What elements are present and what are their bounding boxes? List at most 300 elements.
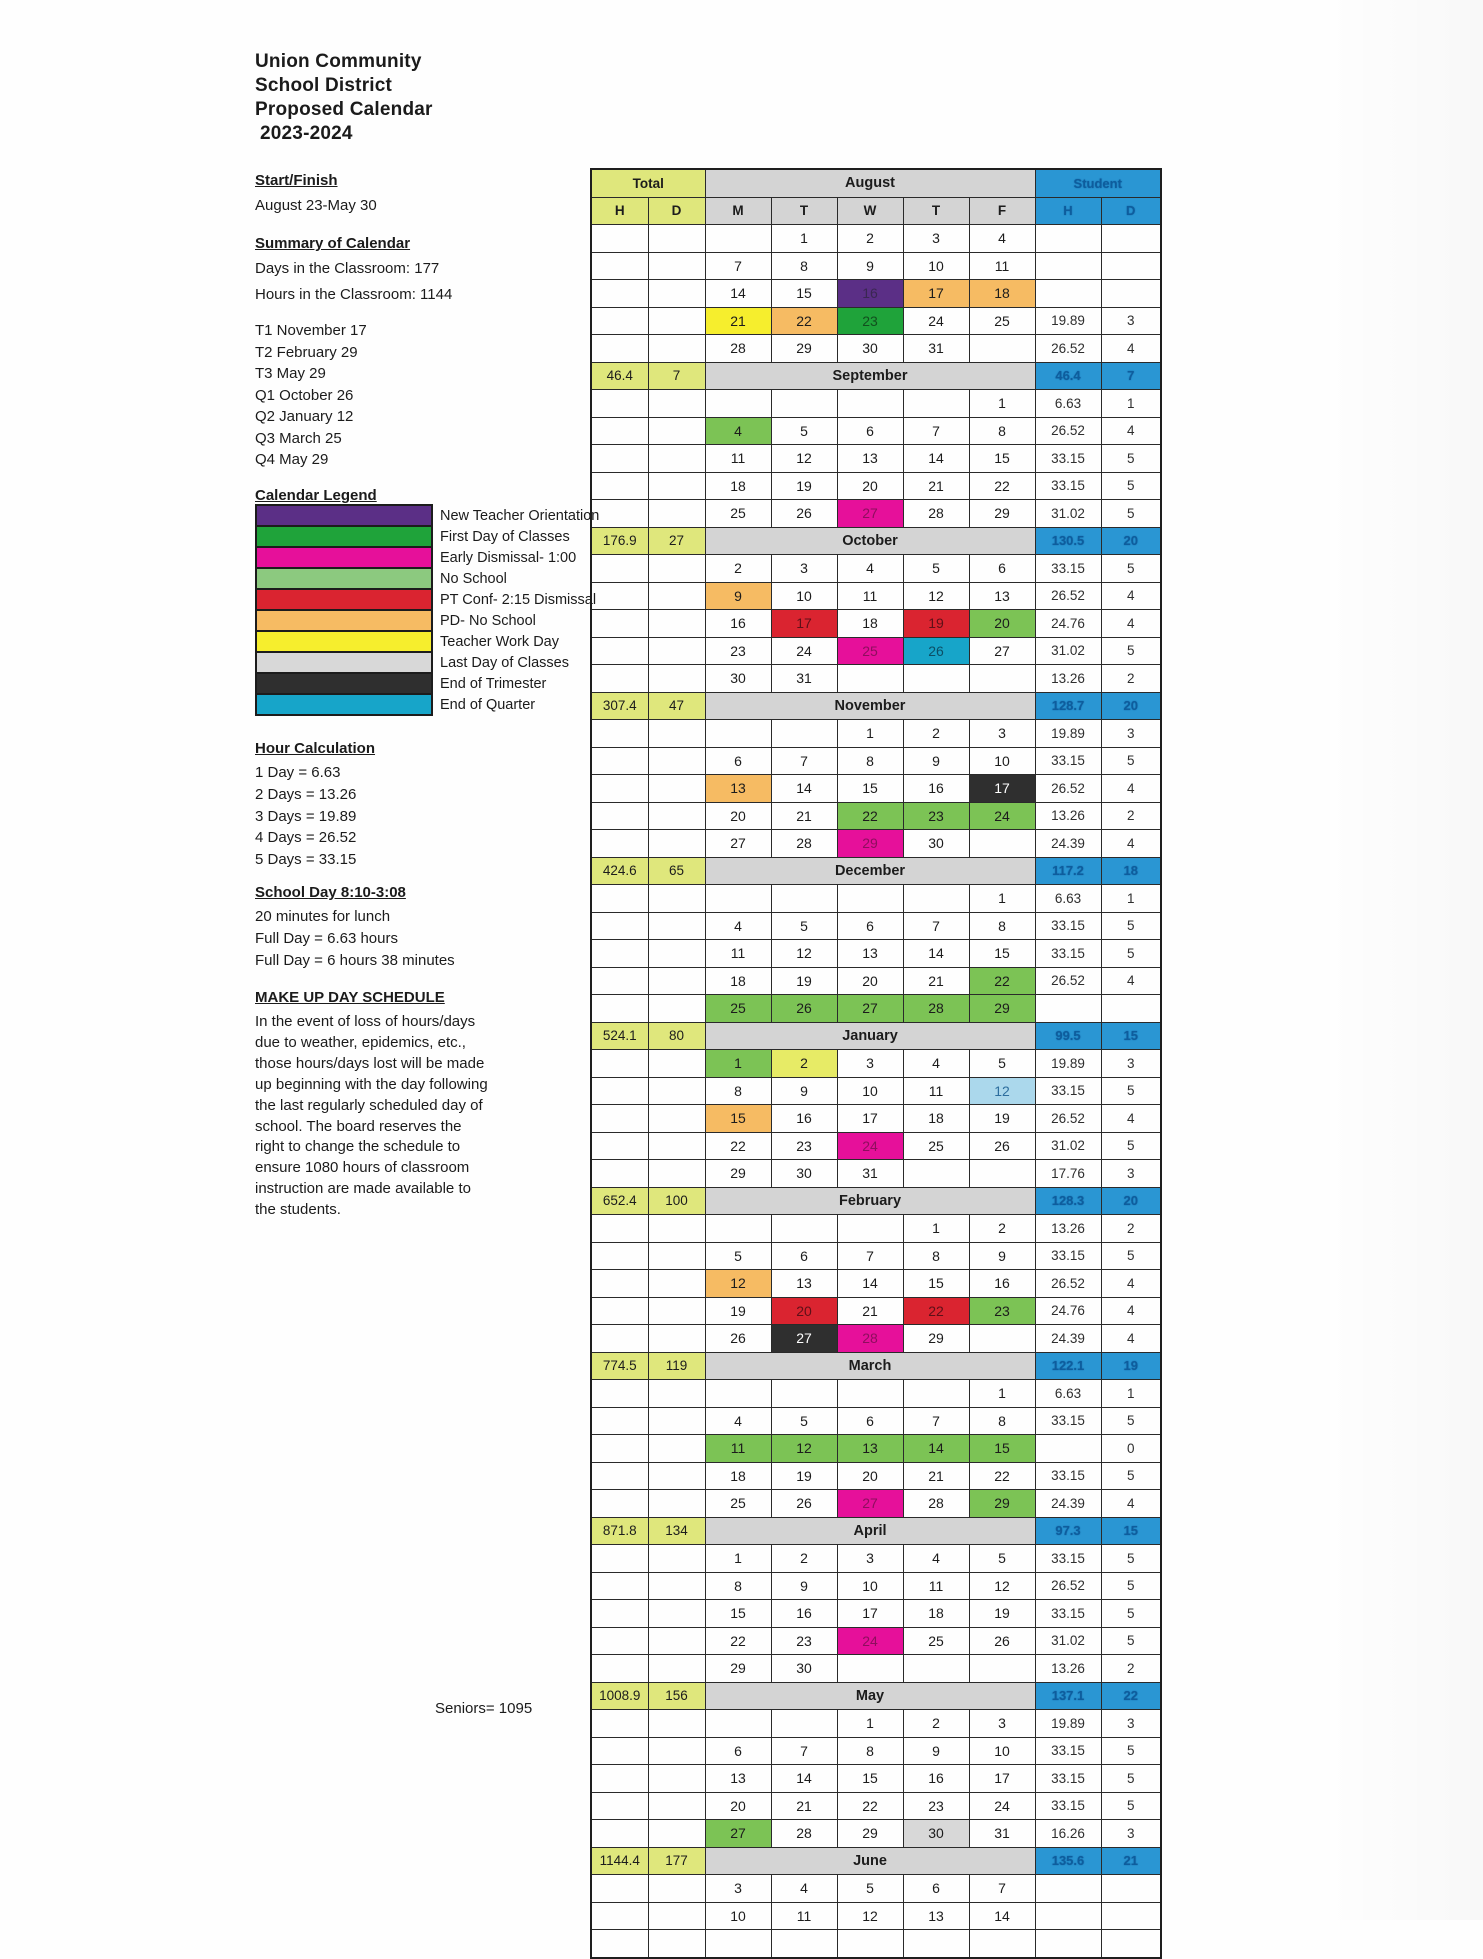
week-student-hours-cell: 6.63 (1035, 885, 1101, 913)
day-cell: 13 (837, 1435, 903, 1463)
day-cell: 23 (837, 307, 903, 335)
week-student-hours-cell: 26.52 (1035, 417, 1101, 445)
table-row (591, 1132, 1161, 1160)
total-days-cell (648, 1105, 705, 1133)
day-cell: 20 (837, 1462, 903, 1490)
day-cell: 25 (969, 307, 1035, 335)
title-line-3: Proposed Calendar (255, 99, 433, 120)
week-student-days-cell: 5 (1101, 555, 1161, 583)
month-total-hours-cell: 871.8 (591, 1517, 648, 1545)
day-cell: 14 (969, 1902, 1035, 1930)
day-cell: 1 (903, 1215, 969, 1243)
total-days-cell (648, 1572, 705, 1600)
start-finish-heading: Start/Finish (255, 172, 338, 189)
week-student-days-cell: 5 (1101, 1407, 1161, 1435)
day-cell (705, 1215, 771, 1243)
day-cell: 20 (837, 472, 903, 500)
total-days-cell (648, 1490, 705, 1518)
week-student-days-cell: 5 (1101, 1462, 1161, 1490)
total-days-cell (648, 665, 705, 693)
hour-calc-line: 1 Day = 6.63 (255, 764, 341, 781)
week-student-days-cell: 3 (1101, 1710, 1161, 1738)
day-cell: 27 (837, 995, 903, 1023)
day-cell (837, 885, 903, 913)
day-cell: 8 (837, 1737, 903, 1765)
day-cell: 17 (969, 775, 1035, 803)
day-cell: 2 (903, 1710, 969, 1738)
week-student-days-cell (1101, 1875, 1161, 1903)
table-row (591, 1765, 1161, 1793)
week-student-days-cell: 5 (1101, 1572, 1161, 1600)
legend-item (255, 569, 599, 590)
day-cell: 7 (969, 1875, 1035, 1903)
legend-item (255, 590, 599, 611)
total-hours-cell (591, 1050, 648, 1078)
summary-line: Hours in the Classroom: 1144 (255, 286, 453, 303)
table-row (591, 830, 1161, 858)
total-header: Total (591, 169, 705, 197)
table-row (591, 1847, 1161, 1875)
day-cell: 18 (969, 280, 1035, 308)
total-hours-cell (591, 1297, 648, 1325)
total-days-cell (648, 720, 705, 748)
legend-color-swatch (255, 609, 433, 632)
day-cell: 14 (903, 940, 969, 968)
legend-item (255, 527, 599, 548)
total-days-cell (648, 747, 705, 775)
term-line: Q4 May 29 (255, 451, 329, 468)
day-cell: 27 (969, 637, 1035, 665)
total-hours-cell (591, 1930, 648, 1958)
day-cell: 14 (903, 445, 969, 473)
week-student-hours-cell: 19.89 (1035, 1710, 1101, 1738)
day-cell: 16 (771, 1600, 837, 1628)
day-cell: 29 (705, 1655, 771, 1683)
total-hours-cell (591, 802, 648, 830)
day-cell: 4 (705, 1407, 771, 1435)
legend-item-label: End of Trimester (440, 676, 547, 692)
month-total-days-cell: 156 (648, 1682, 705, 1710)
total-days-cell (648, 1407, 705, 1435)
total-days-col-header: D (648, 197, 705, 225)
table-row (591, 1902, 1161, 1930)
day-cell: 10 (969, 1737, 1035, 1765)
week-student-days-cell: 2 (1101, 665, 1161, 693)
day-cell (705, 225, 771, 253)
legend-item (255, 695, 599, 716)
day-cell: 1 (969, 390, 1035, 418)
day-cell: 10 (705, 1902, 771, 1930)
total-days-cell (648, 1215, 705, 1243)
table-row (591, 1270, 1161, 1298)
day-cell (705, 720, 771, 748)
day-cell: 13 (771, 1270, 837, 1298)
total-hours-cell (591, 1792, 648, 1820)
day-cell: 30 (837, 335, 903, 363)
month-label-cell: March (705, 1352, 1035, 1380)
day-cell: 17 (837, 1105, 903, 1133)
day-cell: 8 (771, 252, 837, 280)
week-student-days-cell: 3 (1101, 1820, 1161, 1848)
day-cell: 16 (969, 1270, 1035, 1298)
month-header-august: August (705, 169, 1035, 197)
table-row (591, 280, 1161, 308)
day-cell: 9 (705, 582, 771, 610)
total-hours-cell (591, 912, 648, 940)
day-cell: 4 (903, 1050, 969, 1078)
day-cell: 3 (771, 555, 837, 583)
table-row (591, 1875, 1161, 1903)
day-cell: 11 (771, 1902, 837, 1930)
total-days-cell (648, 1930, 705, 1958)
legend-color-swatch (255, 588, 433, 611)
total-hours-cell (591, 830, 648, 858)
day-cell: 25 (837, 637, 903, 665)
week-student-days-cell: 4 (1101, 335, 1161, 363)
start-finish-value: August 23-May 30 (255, 197, 377, 214)
total-hours-cell (591, 995, 648, 1023)
table-row (591, 1820, 1161, 1848)
month-student-hours-cell: 46.4 (1035, 362, 1101, 390)
day-cell: 26 (903, 637, 969, 665)
week-student-days-cell: 4 (1101, 830, 1161, 858)
day-cell: 19 (705, 1297, 771, 1325)
table-row (591, 1682, 1161, 1710)
day-cell: 8 (903, 1242, 969, 1270)
month-student-days-cell: 15 (1101, 1022, 1161, 1050)
day-cell: 12 (771, 445, 837, 473)
day-cell: 28 (771, 830, 837, 858)
day-cell (903, 885, 969, 913)
week-student-hours-cell: 33.15 (1035, 472, 1101, 500)
day-cell: 15 (837, 1765, 903, 1793)
day-cell: 20 (705, 1792, 771, 1820)
day-cell: 23 (705, 637, 771, 665)
month-student-hours-cell: 128.3 (1035, 1187, 1101, 1215)
table-row (591, 169, 1161, 197)
day-cell: 19 (771, 472, 837, 500)
week-student-days-cell: 4 (1101, 1325, 1161, 1353)
total-days-cell (648, 1792, 705, 1820)
day-cell: 29 (969, 1490, 1035, 1518)
day-cell: 5 (771, 417, 837, 445)
table-row (591, 1710, 1161, 1738)
month-total-days-cell: 119 (648, 1352, 705, 1380)
day-cell (969, 1930, 1035, 1958)
day-cell: 17 (903, 280, 969, 308)
total-days-cell (648, 1545, 705, 1573)
week-student-hours-cell: 26.52 (1035, 335, 1101, 363)
day-cell: 3 (837, 1050, 903, 1078)
total-hours-cell (591, 1380, 648, 1408)
weekday-header-4: F (969, 197, 1035, 225)
day-cell (969, 335, 1035, 363)
week-student-hours-cell: 19.89 (1035, 1050, 1101, 1078)
day-cell: 31 (837, 1160, 903, 1188)
table-row (591, 417, 1161, 445)
week-student-days-cell (1101, 225, 1161, 253)
day-cell: 19 (969, 1600, 1035, 1628)
day-cell: 30 (903, 830, 969, 858)
legend-color-swatch (255, 525, 433, 548)
day-cell: 12 (771, 940, 837, 968)
total-days-cell (648, 307, 705, 335)
legend-color-swatch (255, 630, 433, 653)
table-row (591, 1490, 1161, 1518)
day-cell: 16 (837, 280, 903, 308)
term-line: T2 February 29 (255, 343, 358, 361)
table-row (591, 802, 1161, 830)
day-cell: 29 (837, 1820, 903, 1848)
day-cell: 21 (903, 967, 969, 995)
day-cell: 22 (705, 1627, 771, 1655)
week-student-hours-cell: 33.15 (1035, 1737, 1101, 1765)
month-student-days-cell: 22 (1101, 1682, 1161, 1710)
legend-color-swatch (255, 504, 433, 527)
day-cell: 30 (903, 1820, 969, 1848)
day-cell: 15 (705, 1105, 771, 1133)
table-row (591, 940, 1161, 968)
week-student-hours-cell (1035, 1435, 1101, 1463)
day-cell: 17 (969, 1765, 1035, 1793)
day-cell: 1 (837, 1710, 903, 1738)
day-cell: 9 (771, 1572, 837, 1600)
day-cell: 1 (771, 225, 837, 253)
makeup-line: In the event of loss of hours/days (255, 1013, 476, 1030)
day-cell (771, 1710, 837, 1738)
total-hours-cell (591, 1765, 648, 1793)
week-student-hours-cell: 24.76 (1035, 610, 1101, 638)
week-student-days-cell: 1 (1101, 1380, 1161, 1408)
week-student-days-cell: 3 (1101, 1050, 1161, 1078)
month-student-hours-cell: 97.3 (1035, 1517, 1101, 1545)
total-hours-cell (591, 1407, 648, 1435)
day-cell: 30 (771, 1655, 837, 1683)
table-row (591, 1545, 1161, 1573)
total-days-cell (648, 967, 705, 995)
total-days-cell (648, 1627, 705, 1655)
total-hours-cell (591, 637, 648, 665)
week-student-days-cell: 4 (1101, 775, 1161, 803)
legend-color-swatch (255, 672, 433, 695)
day-cell (903, 1930, 969, 1958)
week-student-hours-cell: 24.76 (1035, 1297, 1101, 1325)
makeup-line: up beginning with the day following (255, 1075, 488, 1093)
total-hours-cell (591, 1490, 648, 1518)
total-days-cell (648, 1380, 705, 1408)
table-row (591, 555, 1161, 583)
day-cell: 26 (705, 1325, 771, 1353)
day-cell: 19 (969, 1105, 1035, 1133)
student-hours-col-header: H (1035, 197, 1101, 225)
table-row (591, 1407, 1161, 1435)
term-line: Q3 March 25 (255, 429, 342, 447)
hour-calc-list (255, 762, 356, 871)
day-cell: 24 (969, 1792, 1035, 1820)
week-student-days-cell: 5 (1101, 1132, 1161, 1160)
month-total-hours-cell: 176.9 (591, 527, 648, 555)
table-row (591, 390, 1161, 418)
day-cell (771, 1380, 837, 1408)
day-cell: 18 (837, 610, 903, 638)
total-days-cell (648, 1902, 705, 1930)
week-student-hours-cell: 33.15 (1035, 1600, 1101, 1628)
day-cell: 15 (969, 445, 1035, 473)
month-label-cell: January (705, 1022, 1035, 1050)
makeup-line: school. The board reserves the (255, 1117, 462, 1135)
day-cell: 14 (837, 1270, 903, 1298)
day-cell (903, 1380, 969, 1408)
table-row (591, 610, 1161, 638)
day-cell: 23 (771, 1132, 837, 1160)
day-cell: 15 (969, 1435, 1035, 1463)
day-cell: 28 (771, 1820, 837, 1848)
week-student-days-cell: 2 (1101, 802, 1161, 830)
week-student-hours-cell: 33.15 (1035, 555, 1101, 583)
week-student-days-cell (1101, 280, 1161, 308)
day-cell: 5 (969, 1050, 1035, 1078)
total-hours-cell (591, 1902, 648, 1930)
day-cell (837, 1380, 903, 1408)
week-student-hours-cell (1035, 280, 1101, 308)
legend-item-label: PD- No School (440, 613, 536, 629)
legend-item (255, 506, 599, 527)
table-row (591, 692, 1161, 720)
table-row (591, 1105, 1161, 1133)
day-cell: 23 (903, 1792, 969, 1820)
week-student-hours-cell: 6.63 (1035, 390, 1101, 418)
week-student-hours-cell: 33.15 (1035, 1407, 1101, 1435)
day-cell: 10 (837, 1077, 903, 1105)
total-hours-cell (591, 280, 648, 308)
day-cell: 2 (705, 555, 771, 583)
week-student-days-cell: 0 (1101, 1435, 1161, 1463)
calendar-legend (255, 506, 599, 716)
legend-item (255, 632, 599, 653)
week-student-days-cell (1101, 1902, 1161, 1930)
table-row (591, 307, 1161, 335)
day-cell: 18 (705, 967, 771, 995)
month-student-days-cell: 20 (1101, 1187, 1161, 1215)
month-total-days-cell: 80 (648, 1022, 705, 1050)
makeup-line: the students. (255, 1201, 341, 1219)
student-header: Student (1035, 169, 1161, 197)
legend-item-label: New Teacher Orientation (440, 508, 600, 524)
legend-item-label: Early Dismissal- 1:00 (440, 550, 577, 566)
day-cell: 5 (969, 1545, 1035, 1573)
day-cell: 30 (771, 1160, 837, 1188)
hour-calc-line: 2 Days = 13.26 (255, 785, 357, 803)
table-row (591, 1160, 1161, 1188)
total-days-cell (648, 1132, 705, 1160)
week-student-hours-cell: 31.02 (1035, 1132, 1101, 1160)
day-cell: 18 (903, 1600, 969, 1628)
total-hours-cell (591, 1737, 648, 1765)
total-days-cell (648, 555, 705, 583)
month-student-days-cell: 19 (1101, 1352, 1161, 1380)
week-student-hours-cell (1035, 1875, 1101, 1903)
week-student-hours-cell: 24.39 (1035, 830, 1101, 858)
day-cell: 16 (903, 1765, 969, 1793)
total-hours-cell (591, 1600, 648, 1628)
month-total-days-cell: 65 (648, 857, 705, 885)
week-student-hours-cell: 33.15 (1035, 1077, 1101, 1105)
week-student-hours-cell: 26.52 (1035, 1270, 1101, 1298)
month-total-hours-cell: 652.4 (591, 1187, 648, 1215)
day-cell (837, 1655, 903, 1683)
day-cell: 23 (771, 1627, 837, 1655)
month-total-days-cell: 100 (648, 1187, 705, 1215)
total-hours-cell (591, 555, 648, 583)
day-cell: 6 (837, 1407, 903, 1435)
week-student-hours-cell: 13.26 (1035, 802, 1101, 830)
month-label-cell: November (705, 692, 1035, 720)
day-cell: 8 (969, 417, 1035, 445)
day-cell: 30 (705, 665, 771, 693)
day-cell: 19 (771, 967, 837, 995)
day-cell: 25 (705, 500, 771, 528)
week-student-days-cell: 5 (1101, 445, 1161, 473)
week-student-days-cell: 5 (1101, 1600, 1161, 1628)
month-total-days-cell: 177 (648, 1847, 705, 1875)
school-day-line: 20 minutes for lunch (255, 908, 391, 925)
day-cell: 25 (705, 1490, 771, 1518)
total-hours-cell (591, 1077, 648, 1105)
total-days-cell (648, 445, 705, 473)
day-cell: 5 (771, 1407, 837, 1435)
month-label-cell: October (705, 527, 1035, 555)
day-cell: 25 (705, 995, 771, 1023)
week-student-hours-cell: 26.52 (1035, 1572, 1101, 1600)
day-cell: 5 (705, 1242, 771, 1270)
day-cell (837, 390, 903, 418)
day-cell: 9 (903, 747, 969, 775)
week-student-days-cell: 4 (1101, 582, 1161, 610)
table-row (591, 747, 1161, 775)
makeup-line: right to change the schedule to (255, 1138, 461, 1156)
day-cell: 14 (771, 1765, 837, 1793)
month-total-days-cell: 27 (648, 527, 705, 555)
day-cell: 4 (837, 555, 903, 583)
day-cell: 22 (969, 967, 1035, 995)
day-cell: 6 (705, 1737, 771, 1765)
day-cell: 15 (705, 1600, 771, 1628)
day-cell: 26 (969, 1627, 1035, 1655)
table-row (591, 445, 1161, 473)
day-cell: 22 (837, 802, 903, 830)
day-cell: 3 (969, 720, 1035, 748)
total-days-cell (648, 1270, 705, 1298)
month-total-hours-cell: 1144.4 (591, 1847, 648, 1875)
weekday-header-3: T (903, 197, 969, 225)
week-student-days-cell: 5 (1101, 1765, 1161, 1793)
day-cell (969, 665, 1035, 693)
day-cell: 8 (969, 912, 1035, 940)
total-days-cell (648, 1050, 705, 1078)
day-cell: 28 (903, 995, 969, 1023)
day-cell (705, 885, 771, 913)
table-row (591, 912, 1161, 940)
month-student-hours-cell: 122.1 (1035, 1352, 1101, 1380)
week-student-hours-cell: 13.26 (1035, 665, 1101, 693)
day-cell: 25 (903, 1627, 969, 1655)
table-row (591, 1325, 1161, 1353)
table-row (591, 472, 1161, 500)
day-cell: 6 (837, 912, 903, 940)
total-hours-cell (591, 225, 648, 253)
day-cell: 12 (837, 1902, 903, 1930)
total-hours-cell (591, 1655, 648, 1683)
